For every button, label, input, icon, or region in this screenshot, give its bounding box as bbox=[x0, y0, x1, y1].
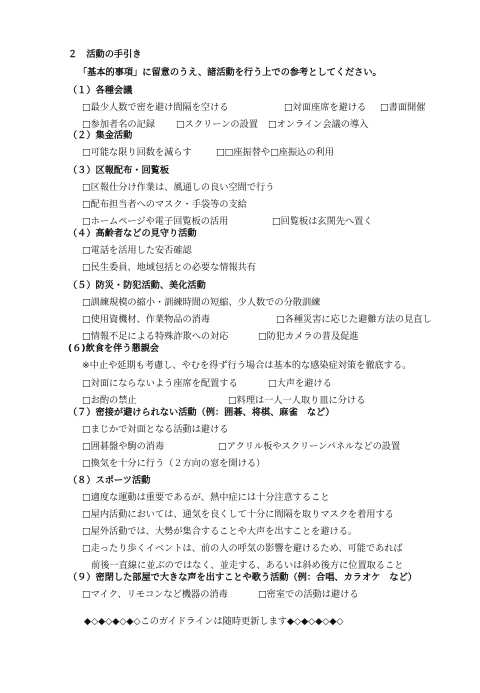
checklist-item: □走ったり歩くイベントは、前の人の呼気の影響を避けるため、可能であれば bbox=[82, 543, 403, 554]
checklist-item: □アクリル板やスクリーンパネルなどの設置 bbox=[218, 441, 401, 452]
checklist-item: □スクリーンの設置 bbox=[176, 119, 258, 130]
checklist-item: □対面座席を避ける bbox=[284, 102, 367, 113]
checklist-item: □参加者名の記録 bbox=[82, 119, 155, 130]
checklist-item: □料理は一人一人取り皿に分ける bbox=[228, 395, 366, 406]
checklist-item: □ホームページや電子回覧板の活用 bbox=[82, 216, 229, 227]
checklist-item: □回覧板は玄関先へ置く bbox=[272, 216, 373, 227]
section-title: （９）密閉した部屋で大きな声を出すことや歌う活動（例：合唱、カラオケ など） bbox=[68, 572, 417, 583]
checklist-item: □密室での活動は避ける bbox=[258, 589, 359, 600]
checklist-item: □□座振替や□座振込の利用 bbox=[216, 147, 334, 158]
section-title: （８）スポーツ活動 bbox=[68, 475, 151, 486]
checklist-item: □オンライン会議の導入 bbox=[268, 119, 369, 130]
section-title: （５）防災・防犯活動、美化活動 bbox=[68, 280, 206, 291]
intro-text: 「基本的事項」に留意のうえ、諸活動を行う上での参考としてください。 bbox=[78, 67, 382, 78]
section-title: （３）区報配布・回覧板 bbox=[68, 165, 170, 176]
checklist-item: □区報仕分け作業は、風通しの良い空間で行う bbox=[82, 182, 275, 193]
checklist-item: □囲碁盤や駒の消毒 bbox=[82, 441, 165, 452]
document-heading: ２ 活動の手引き bbox=[68, 49, 142, 60]
checklist-item: □防犯カメラの普及促進 bbox=[258, 331, 359, 342]
section-title: (６)飲食を伴う懇親会 bbox=[68, 343, 160, 354]
checklist-item: □換気を十分に行う（２方向の窓を開ける） bbox=[82, 458, 266, 469]
checklist-item: □大声を避ける bbox=[268, 378, 332, 389]
checklist-item: 前後一直線に並ぶのではなく、並走する、あるいは斜め後方に位置取ること bbox=[82, 560, 404, 571]
section-note: ※中止や延期も考慮し、やむを得ず行う場合は基本的な感染症対策を徹底する。 bbox=[82, 360, 412, 371]
checklist-item: □屋内活動においては、通気を良くして十分に間隔を取りマスクを着用する bbox=[82, 509, 394, 520]
checklist-item: □まじかで対面となる活動は避ける bbox=[82, 424, 229, 435]
checklist-item: □最少人数で密を避け間隔を空ける bbox=[82, 102, 229, 113]
checklist-item: □配布担当者へのマスク・手袋等の支給 bbox=[82, 199, 247, 210]
section-title: （１）各種会議 bbox=[68, 85, 133, 96]
checklist-item: □可能な限り回数を減らす bbox=[82, 147, 192, 158]
checklist-item: □民生委員、地域包括との必要な情報共有 bbox=[82, 262, 257, 273]
checklist-item: □情報不足による特殊詐欺への対応 bbox=[82, 331, 229, 342]
checklist-item: □屋外活動では、大勢が集合することや大声を出すことを避ける。 bbox=[82, 526, 358, 537]
section-title: （２）集金活動 bbox=[68, 130, 133, 141]
checklist-item: □訓練規模の縮小・訓練時間の短縮、少人数での分散訓練 bbox=[82, 297, 321, 308]
checklist-item: □電話を活用した安否確認 bbox=[82, 245, 192, 256]
checklist-item: □使用資機材、作業物品の消毒 bbox=[82, 314, 211, 325]
checklist-item: □お酌の禁止 bbox=[82, 395, 137, 406]
section-title: （４）高齢者などの見守り活動 bbox=[68, 228, 197, 239]
footer-notice: ◆◇◆◇◆◇◆◇このガイドラインは随時更新します◆◇◆◇◆◇◆◇ bbox=[84, 616, 344, 627]
section-title: （７）密接が避けられない活動（例：囲碁、将棋、麻雀 など） bbox=[68, 407, 335, 418]
checklist-item: □適度な運動は重要であるが、熱中症には十分注意すること bbox=[82, 492, 330, 503]
checklist-item: □各種災害に応じた避難方法の見直し bbox=[276, 314, 432, 325]
checklist-item: □書面開催 bbox=[380, 102, 426, 113]
checklist-item: □マイク、リモコンなど機器の消毒 bbox=[82, 589, 228, 600]
checklist-item: □対面にならないよう座席を配置する bbox=[82, 378, 238, 389]
